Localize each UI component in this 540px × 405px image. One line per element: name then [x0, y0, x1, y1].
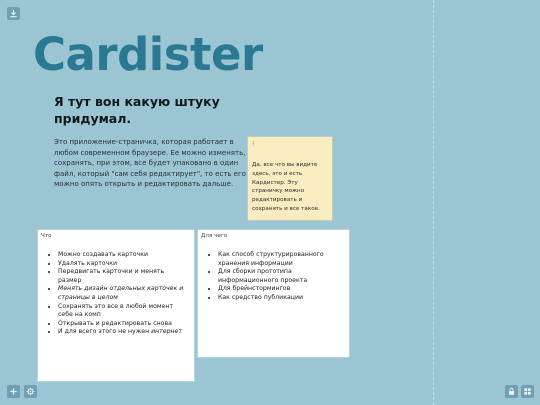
list-item: • Удалять карточки [58, 260, 184, 269]
lock-icon [507, 387, 516, 396]
list-item: • Менять дизайн отдельных карточек и страницы в целом [58, 285, 184, 302]
card-list [58, 251, 184, 337]
plus-icon [9, 387, 18, 396]
card-title: Что [41, 233, 52, 239]
list-item [58, 328, 184, 337]
card-why[interactable] [198, 230, 349, 357]
list-item: • Для брейнстормингов [218, 285, 344, 294]
page-divider [433, 0, 434, 405]
card-list [218, 251, 344, 303]
save-button[interactable] [7, 7, 20, 20]
card-what[interactable] [38, 230, 194, 381]
list-item: • Для сборки прототипа информационного проекта [218, 268, 344, 285]
list-item-text: И для всего этого не нужен [58, 328, 152, 336]
settings-button[interactable] [24, 385, 37, 398]
list-item: • Можно создавать карточки [58, 251, 184, 260]
add-card-button[interactable] [7, 385, 20, 398]
app-logo: Cardister [33, 28, 263, 81]
note-card[interactable] [248, 137, 332, 220]
list-item: • Открывать и редактировать снова [58, 320, 184, 329]
list-item-emphasis: интернет [151, 328, 182, 336]
gear-icon [26, 387, 35, 396]
card-title: Для чего [201, 233, 228, 239]
list-item: • Как способ структурированного хранения информации [218, 251, 344, 268]
list-item: • Сохранять это все в любой момент себе на комп [58, 303, 184, 320]
page-headline: Я тут вон какую штуку придумал. [54, 94, 220, 126]
cards-button[interactable] [521, 385, 534, 398]
note-mark: ! [252, 141, 255, 148]
cards-icon [523, 387, 532, 396]
intro-text: Это приложение-страничка, которая работает в любом современном браузере. Ее можно изменять, сохранять, при этом, все будет упаковано в один файл, который "сам себя редактирует", то есть его можно опять открыть и редактировать дальше. [54, 138, 246, 189]
download-icon [9, 9, 18, 18]
note-text: Да, все что вы видите здесь, это и есть Кардистер. Эту страничку можно редактировать и сохранять и все такое. [252, 162, 320, 212]
list-item: • Передвигать карточки и менять размер [58, 268, 184, 285]
lock-button[interactable] [505, 385, 518, 398]
list-item: • Как средство публикации [218, 294, 344, 303]
